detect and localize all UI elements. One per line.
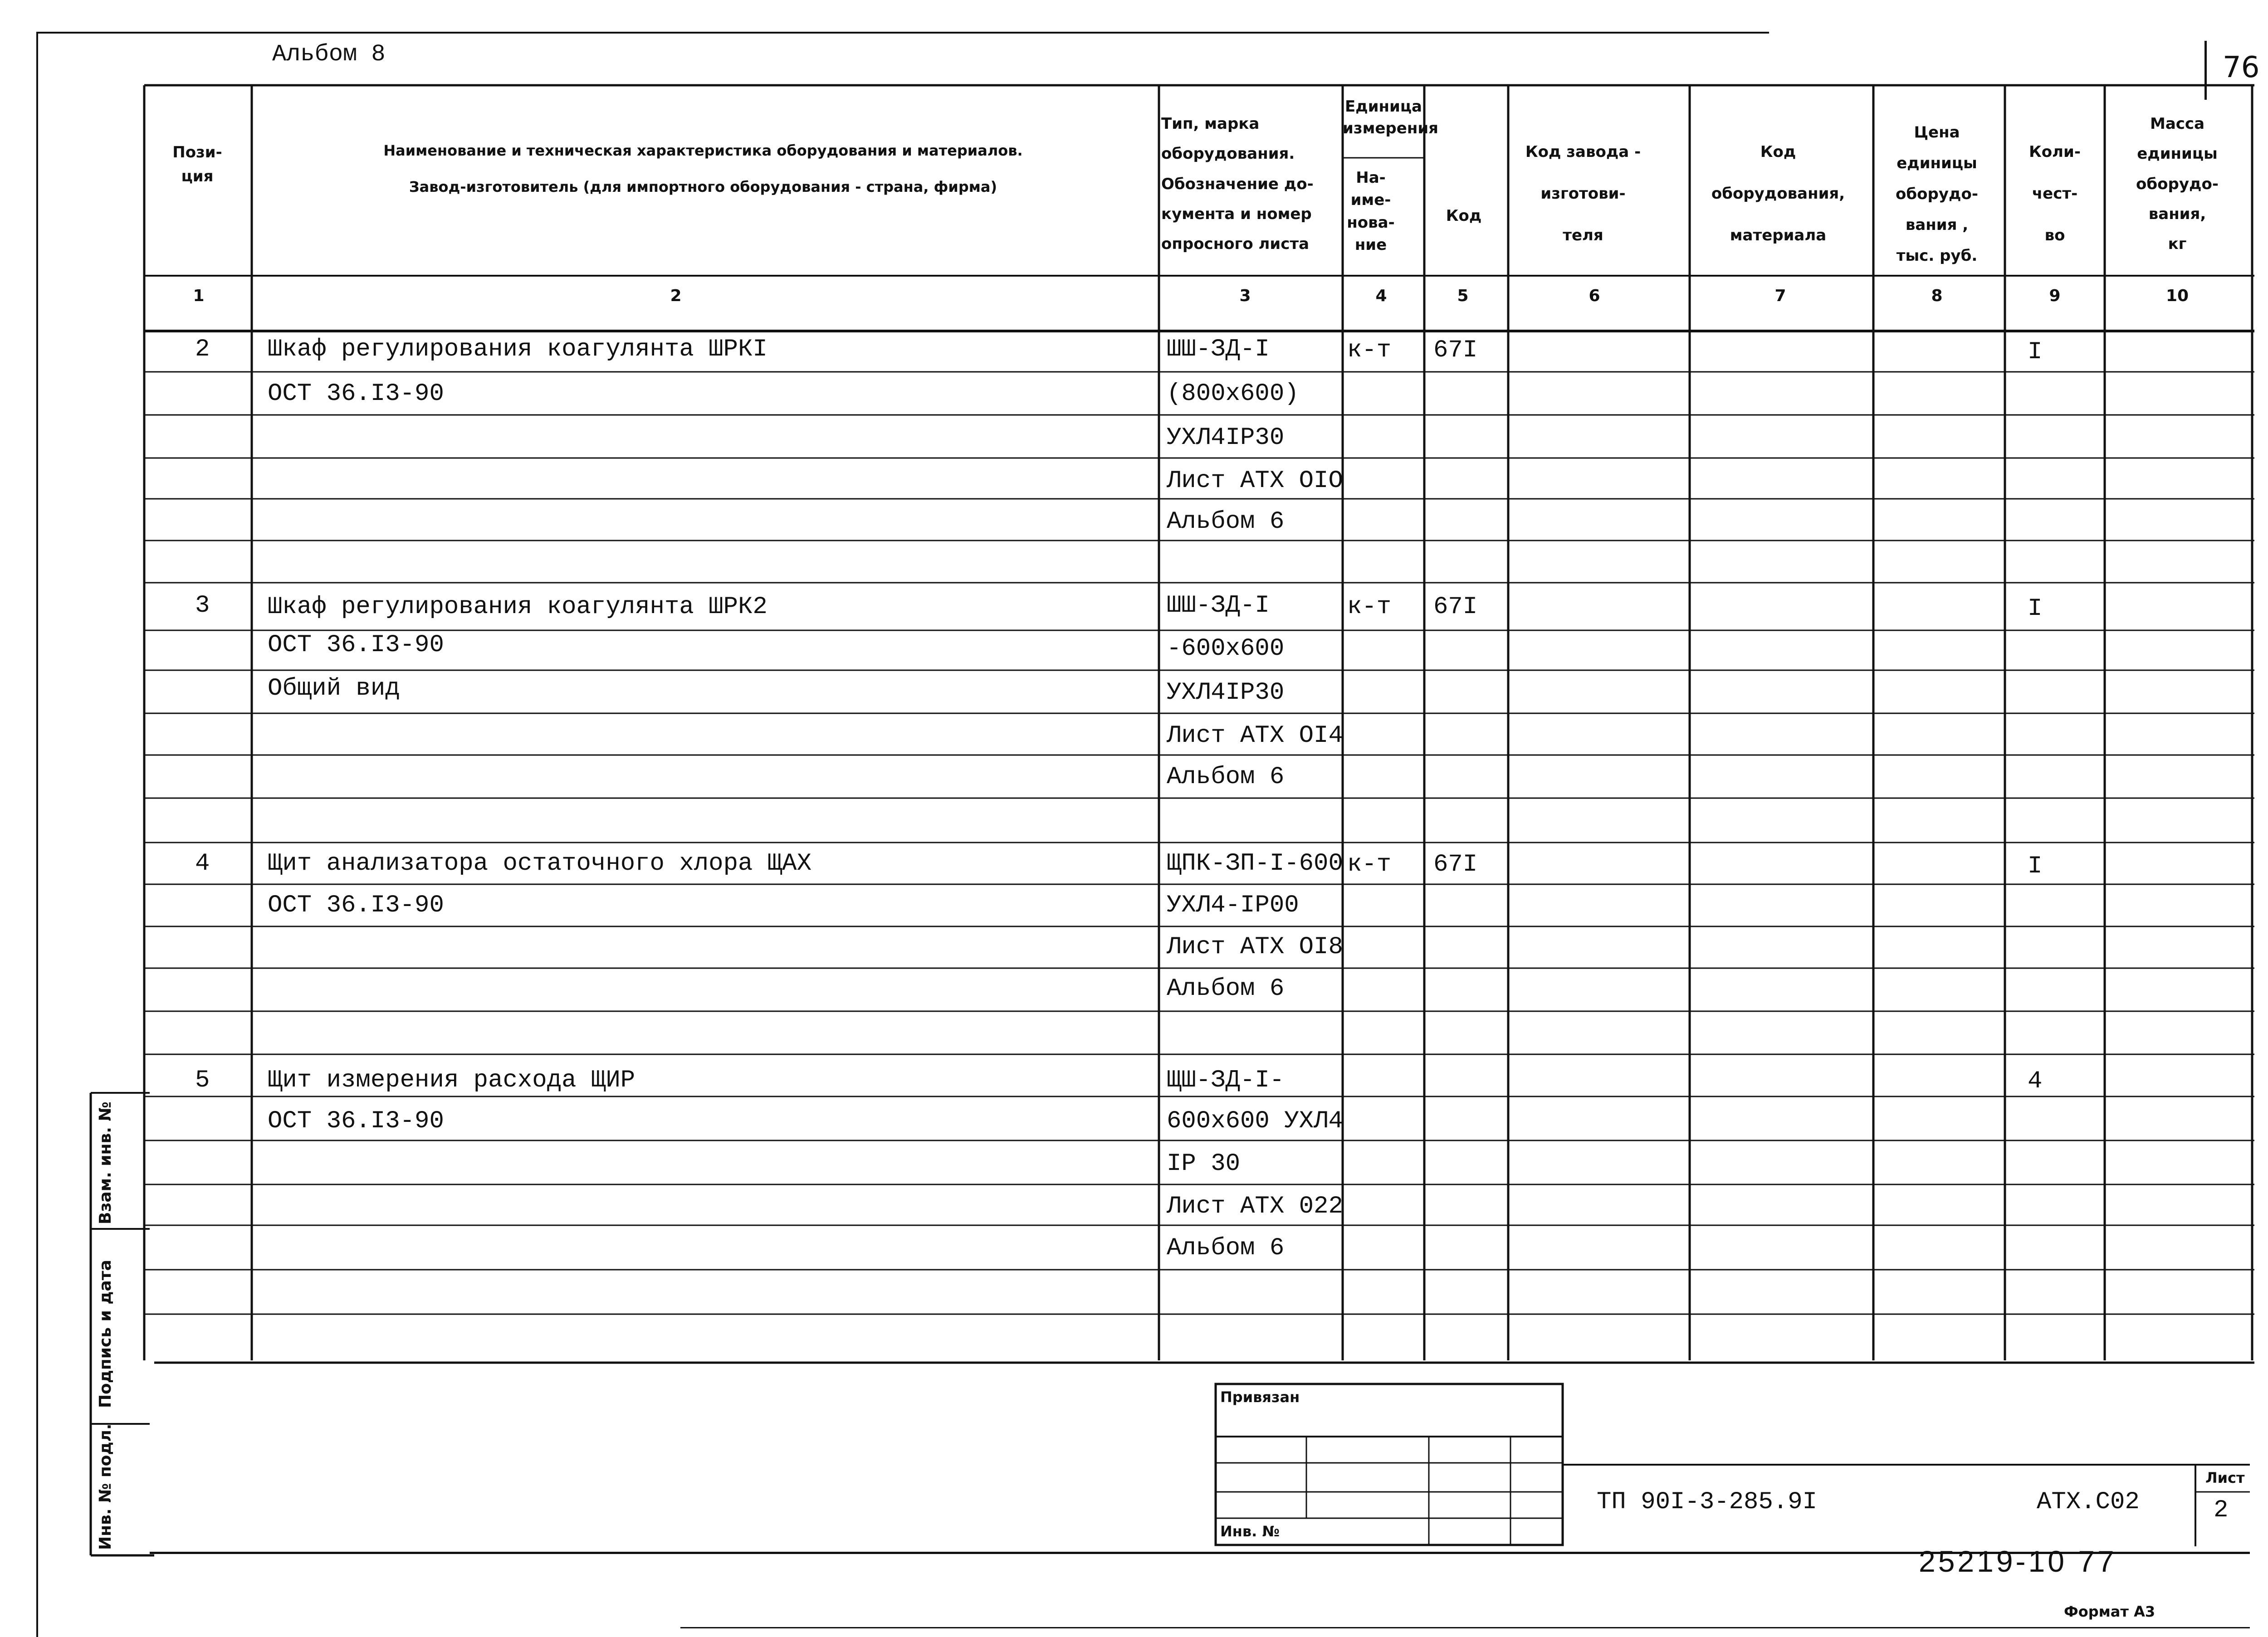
sheet-label: Лист (2205, 1469, 2245, 1486)
col-header-position-line: Пози- (172, 143, 222, 161)
item-name-line: Щит измерения расхода ЩИР (268, 1067, 635, 1094)
col-header-type-line: Тип, марка (1161, 115, 1260, 133)
col-header-equipment-code-line: материала (1730, 226, 1827, 244)
item-quantity: I (2028, 595, 2043, 623)
col-header-price-line: оборудо- (1896, 185, 1978, 203)
col-header-price-line: единицы (1897, 154, 1977, 172)
format-label: Формат А3 (2064, 1603, 2156, 1620)
inventory-number: 25219-10 77 (1919, 1544, 2117, 1578)
col-number: 7 (1774, 287, 1786, 305)
item-type-line: Альбом 6 (1167, 1234, 1285, 1262)
item-name-line: Шкаф регулирования коагулянта ШРКI (268, 336, 767, 363)
col-header-name-line: Наименование и техническая характеристика оборудования и материалов. (383, 142, 1023, 159)
col-header-factory-code-line: теля (1563, 226, 1603, 244)
col-header-quantity (2009, 132, 2100, 256)
col-header-mass (2109, 109, 2245, 259)
sheet-value: 2 (2214, 1496, 2229, 1524)
item-type-line: Альбом 6 (1167, 508, 1285, 536)
item-quantity: I (2028, 338, 2043, 366)
col-header-quantity-line: во (2044, 226, 2065, 244)
col-number: 3 (1239, 287, 1251, 305)
col-number: 8 (1931, 287, 1943, 305)
item-position: 5 (195, 1067, 210, 1094)
item-position: 3 (195, 592, 210, 619)
item-unit: к-т (1347, 593, 1392, 621)
item-unit: к-т (1347, 851, 1392, 878)
col-header-price-line: вания , (1905, 216, 1969, 234)
item-position: 4 (195, 850, 210, 877)
col-header-unit-code-line: Код (1446, 207, 1482, 225)
col-header-name-line: Завод-изготовитель (для импортного оборудования - страна, фирма) (409, 178, 997, 195)
col-header-position-line: ция (181, 167, 214, 185)
unit-group-line: измерения (1343, 119, 1438, 137)
col-header-mass-line: Масса (2150, 115, 2205, 133)
col-header-quantity-line: чест- (2032, 184, 2078, 203)
item-name-line: ОСТ 36.I3-90 (268, 380, 444, 408)
item-unit-code: 67I (1433, 593, 1478, 621)
item-name-line: Общий вид (268, 675, 400, 702)
item-quantity: I (2028, 853, 2043, 880)
item-type-line: Альбом 6 (1167, 975, 1285, 1003)
col-header-factory-code-line: Код завода - (1525, 143, 1641, 161)
col-header-position (159, 141, 236, 188)
col-header-price-line: тыс. руб. (1896, 247, 1978, 265)
col-header-name (254, 132, 1152, 205)
item-name-line: ОСТ 36.I3-90 (268, 631, 444, 659)
stamp-privyazan: Привязан (1220, 1389, 1300, 1406)
col-header-equipment-code-line: оборудования, (1711, 184, 1845, 203)
col-header-type-line: кумента и номер (1161, 205, 1312, 223)
col-number: 9 (2049, 287, 2061, 305)
col-header-unit-code (1425, 204, 1502, 228)
col-header-quantity-line: Коли- (2029, 143, 2081, 161)
item-type-line: ШШ-ЗД-I (1167, 592, 1270, 619)
side-label-signature-date: Подпись и дата (96, 1260, 115, 1408)
item-name-line: Шкаф регулирования коагулянта ШРК2 (268, 593, 767, 621)
item-name-line: ОСТ 36.I3-90 (268, 1107, 444, 1135)
section-code: АТХ.С02 (2037, 1488, 2140, 1516)
item-position: 2 (195, 336, 210, 363)
col-header-mass-line: вания, (2148, 205, 2206, 223)
col-number: 5 (1457, 287, 1469, 305)
unit-group-line: Единица (1345, 97, 1422, 116)
col-header-type-line: опросного листа (1161, 235, 1310, 253)
col-header-type (1161, 109, 1343, 259)
project-code: ТП 90I-3-285.9I (1597, 1488, 1818, 1516)
col-header-equipment-code (1687, 132, 1869, 256)
col-number: 4 (1375, 287, 1387, 305)
col-header-type-line: Обозначение до- (1161, 175, 1314, 193)
item-type-line: IР 30 (1167, 1150, 1241, 1178)
sheet-number: 76 (2223, 51, 2260, 84)
col-header-mass-line: единицы (2137, 145, 2218, 163)
item-type-line: УХЛ4IР30 (1167, 424, 1285, 452)
side-label-replacement-inv: Взам. инв. № (96, 1101, 115, 1224)
item-unit-code: 67I (1433, 851, 1478, 878)
item-type-line: ЩПК-ЗП-I-600 (1167, 850, 1343, 877)
item-type-line: Лист АТХ ОIО (1167, 467, 1343, 495)
item-type-line: ШШ-ЗД-I (1167, 336, 1270, 363)
item-type-line: Лист АТХ 022 (1167, 1193, 1343, 1220)
item-type-line: Лист АТХ ОI8 (1167, 933, 1343, 961)
item-type-line: Лист АТХ ОI4 (1167, 722, 1343, 750)
col-header-equipment-code-line: Код (1760, 143, 1796, 161)
col-number: 2 (670, 287, 682, 305)
item-unit: к-т (1347, 336, 1392, 364)
col-number: 10 (2165, 287, 2189, 305)
item-name-line: ОСТ 36.I3-90 (268, 892, 444, 919)
col-header-factory-code-line: изготови- (1540, 184, 1626, 203)
col-header-price (1873, 117, 2000, 271)
col-header-mass-line: кг (2168, 235, 2187, 253)
col-header-type-line: оборудования. (1161, 145, 1295, 163)
album-label: Альбом 8 (272, 41, 386, 68)
col-header-unit-name-line: име- (1350, 191, 1391, 209)
col-header-unit-name-line: ние (1354, 235, 1387, 254)
col-number: 6 (1589, 287, 1600, 305)
col-header-unit-name-line: нова- (1347, 213, 1395, 232)
col-header-mass-line: оборудо- (2136, 175, 2219, 193)
item-type-line: -600х600 (1167, 635, 1285, 663)
col-header-unit-name (1344, 167, 1398, 256)
item-quantity: 4 (2028, 1067, 2043, 1095)
item-type-line: УХЛ4IР30 (1167, 679, 1285, 706)
item-type-line: ЩШ-ЗД-I- (1167, 1067, 1285, 1094)
col-header-unit-name-line: На- (1356, 169, 1386, 187)
col-header-factory-code (1506, 132, 1660, 256)
col-number: 1 (193, 287, 205, 305)
side-label-original-inv: Инв. № подл. (96, 1423, 115, 1550)
item-type-line: Альбом 6 (1167, 763, 1285, 791)
item-name-line: Щит анализатора остаточного хлора ЩАХ (268, 850, 811, 877)
item-type-line: УХЛ4-IР00 (1167, 892, 1299, 919)
col-header-price-line: Цена (1914, 123, 1960, 141)
item-unit-code: 67I (1433, 336, 1478, 364)
col-header-unit-group (1343, 96, 1438, 139)
item-type-line: (800х600) (1167, 380, 1299, 408)
item-type-line: 600х600 УХЛ4 (1167, 1107, 1343, 1135)
stamp-inv-no: Инв. № (1220, 1523, 1280, 1540)
